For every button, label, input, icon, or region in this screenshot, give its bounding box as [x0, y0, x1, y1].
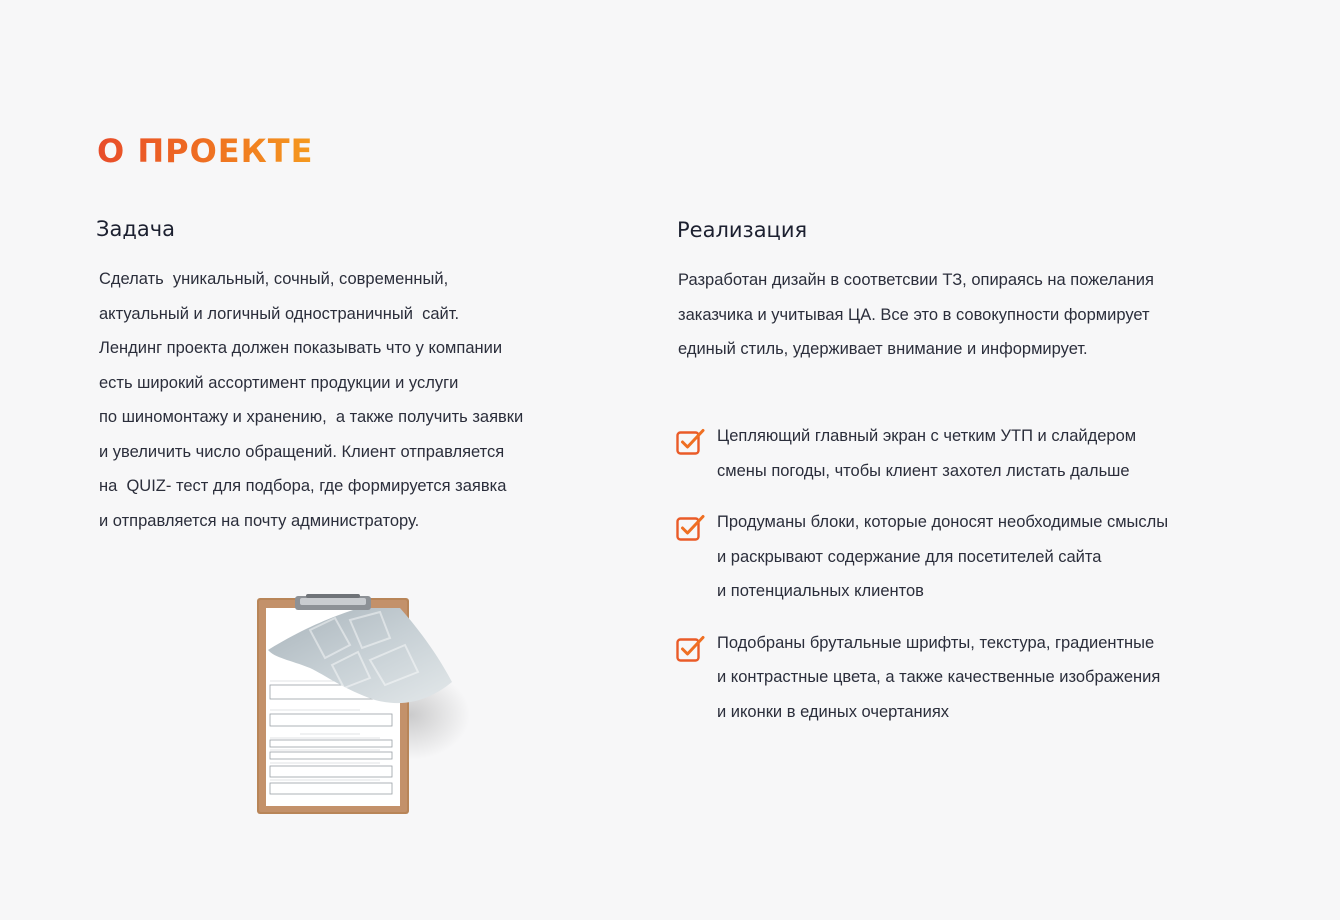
feature-item	[676, 505, 1316, 609]
feature-text	[717, 505, 1316, 609]
feature-item	[676, 626, 1316, 730]
checkbox-check-icon	[676, 427, 707, 455]
task-line: Сделать уникальный, сочный, современный,	[99, 270, 449, 288]
feature-line: смены погоды, чтобы клиент захотел листать дальше	[717, 461, 1130, 480]
task-line: по шиномонтажу и хранению, а также получить заявки	[99, 408, 524, 426]
feature-text	[717, 626, 1316, 730]
implementation-line: единый стиль, удерживает внимание и информирует.	[678, 340, 1088, 358]
task-line: и отправляется на почту администратору.	[99, 511, 420, 530]
task-line: есть широкий ассортимент продукции и услуги	[99, 373, 459, 392]
task-description	[99, 262, 619, 538]
task-line: и увеличить число обращений. Клиент отправляется	[99, 442, 505, 461]
section-title: О ПРОЕКТЕ	[97, 132, 314, 170]
implementation-line: заказчика и учитывая ЦА. Все это в совокупности формирует	[678, 305, 1150, 324]
feature-text	[717, 419, 1316, 488]
task-line: актуальный и логичный одностраничный сайт.	[99, 304, 460, 323]
implementation-line: Разработан дизайн в соответсвии ТЗ, опираясь на пожелания	[678, 271, 1154, 289]
implementation-heading: Реализация	[677, 218, 808, 242]
checkbox-check-icon	[676, 634, 707, 662]
implementation-description	[678, 263, 1298, 367]
clipboard-illustration	[240, 590, 470, 830]
task-heading: Задача	[96, 217, 175, 241]
feature-line: и раскрывают содержание для посетителей сайта	[717, 547, 1102, 566]
task-line: на QUIZ- тест для подбора, где формируется заявка	[99, 477, 507, 495]
feature-line: и иконки в единых очертаниях	[717, 702, 950, 721]
feature-line: Цепляющий главный экран с четким УТП и слайдером	[717, 427, 1137, 445]
feature-item	[676, 419, 1316, 488]
checkbox-check-icon	[676, 513, 707, 541]
feature-line: и контрастные цвета, а также качественные изображения	[717, 668, 1161, 686]
feature-line: и потенциальных клиентов	[717, 582, 924, 600]
feature-list	[676, 419, 1316, 729]
feature-line: Продуманы блоки, которые доносят необходимые смыслы	[717, 513, 1169, 531]
feature-line: Подобраны брутальные шрифты, текстура, градиентные	[717, 633, 1155, 652]
task-line: Лендинг проекта должен показывать что у компании	[99, 339, 503, 357]
